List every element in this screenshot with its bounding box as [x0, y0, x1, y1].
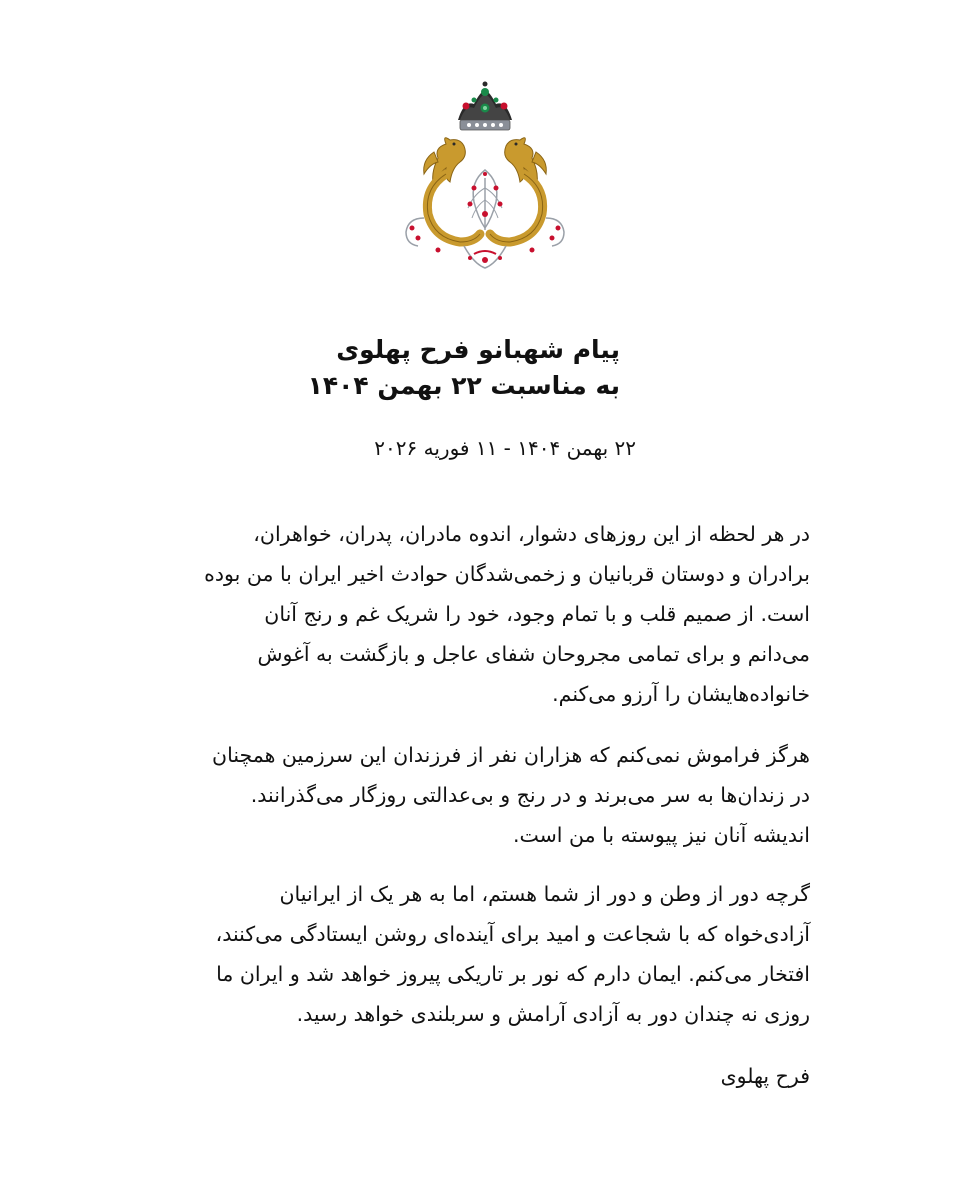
- paragraph-line: در هر لحظه از این روزهای دشوار، اندوه مادران، پدران، خواهران،: [253, 522, 810, 546]
- paragraph-line: می‌دانم و برای تمامی مجروحان شفای عاجل و بازگشت به آغوش: [257, 642, 810, 666]
- crown-icon: [458, 82, 512, 131]
- message-occasion: به مناسبت ۲۲ بهمن ۱۴۰۴: [307, 371, 620, 400]
- paragraph-line: افتخار می‌کنم. ایمان دارم که نور بر تاریکی پیروز خواهد شد و ایران ما: [216, 962, 810, 986]
- central-ornament-icon: [468, 170, 503, 230]
- paragraph-line: گرچه دور از وطن و دور از شما هستم، اما به هر یک از ایرانیان: [279, 882, 810, 906]
- paragraph-1: [150, 514, 810, 714]
- pahlavi-crown-emblem-icon: [394, 78, 576, 272]
- paragraph-2: [150, 735, 810, 855]
- paragraph-line: اندیشه آنان نیز پیوسته با من است.: [512, 823, 810, 847]
- signature: فرح پهلوی: [720, 1064, 810, 1088]
- paragraph-line: در زندان‌ها به سر می‌برند و در رنج و بی‌عدالتی روزگار می‌گذرانند.: [250, 783, 810, 807]
- paragraph-line: خانواده‌هایشان را آرزو می‌کنم.: [552, 682, 810, 706]
- paragraph-line: هرگز فراموش نمی‌کنم که هزاران نفر از فرزندان این سرزمین همچنان: [212, 743, 810, 767]
- paragraph-line: آزادی‌خواه که با شجاعت و امید برای آینده‌ای روشن ایستادگی می‌کنند،: [215, 922, 810, 946]
- paragraph-3: [150, 874, 810, 1034]
- paragraph-line: برادران و دوستان قربانیان و زخمی‌شدگان حوادث اخیر ایران با من بوده: [204, 562, 810, 586]
- paragraph-line: روزی نه چندان دور به آزادی آرامش و سربلندی خواهد رسید.: [296, 1002, 810, 1026]
- message-date: ۲۲ بهمن ۱۴۰۴ - ۱۱ فوریه ۲۰۲۶: [374, 436, 636, 460]
- paragraph-line: است. از صمیم قلب و با تمام وجود، خود را شریک غم و رنج آنان: [264, 602, 810, 626]
- message-title: پیام شهبانو فرح پهلوی: [336, 335, 620, 364]
